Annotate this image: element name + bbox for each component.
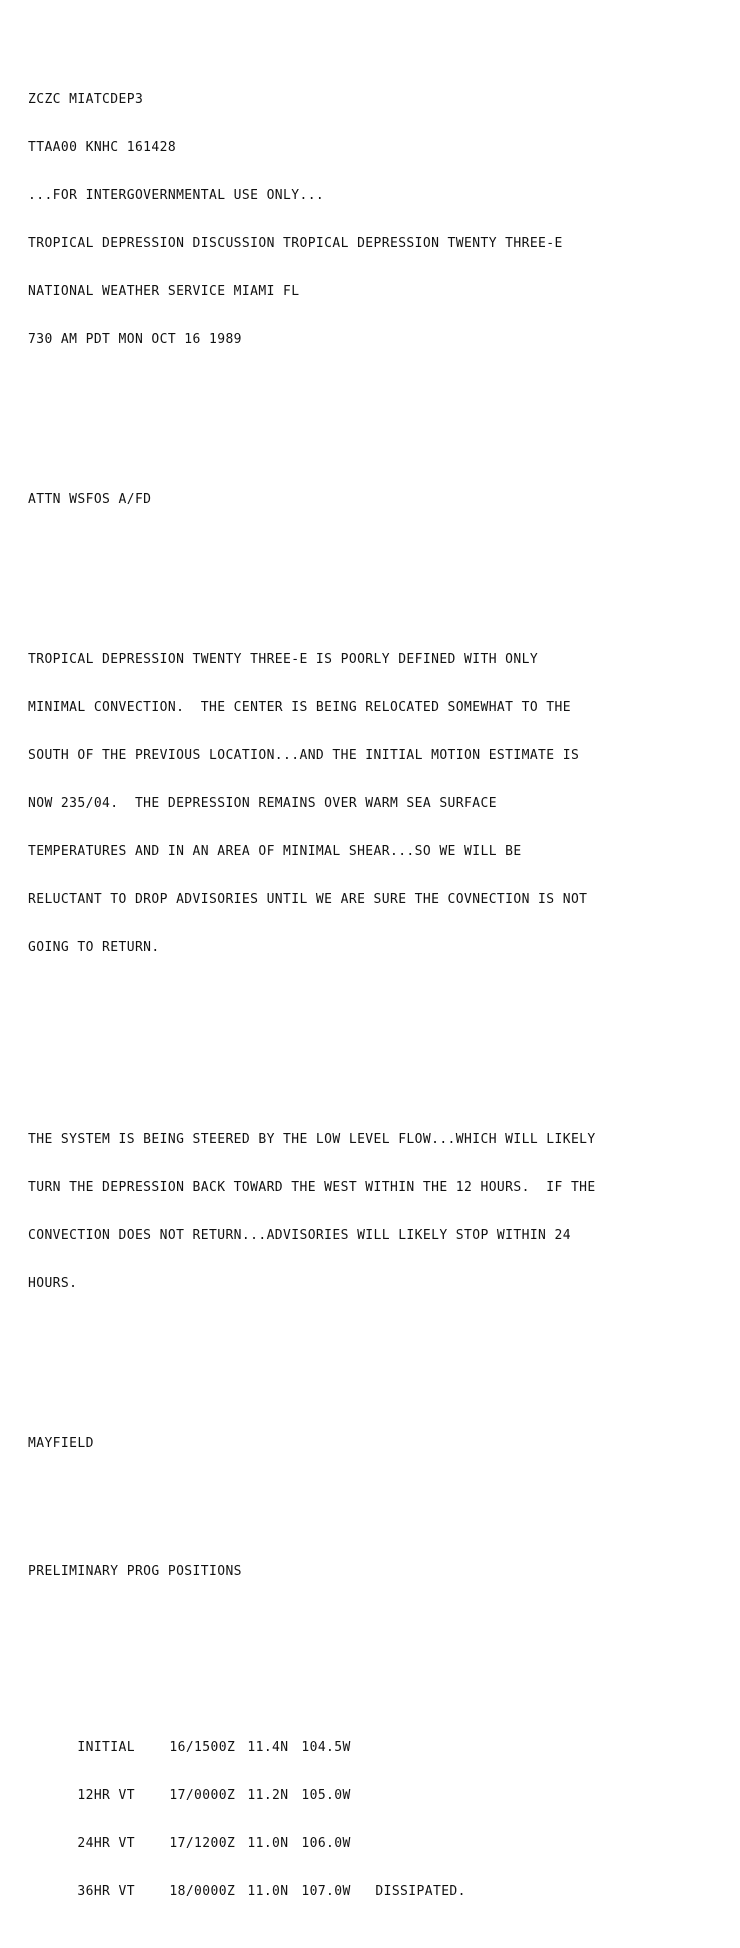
position-lat: 11.2N — [247, 1788, 289, 1803]
header-line: 730 AM PDT MON OCT 16 1989 — [28, 332, 242, 347]
position-label: INITIAL — [77, 1740, 135, 1755]
position-label: 36HR VT — [77, 1884, 135, 1899]
paragraph-1 — [28, 620, 728, 988]
spacer — [28, 1500, 728, 1516]
header-line: ZCZC MIATCDEP3 — [28, 92, 144, 107]
position-lon: 105.0W — [301, 1788, 351, 1803]
attn-line: ATTN WSFOS A/FD — [28, 492, 152, 507]
paragraph-line: TURN THE DEPRESSION BACK TOWARD THE WEST WITHIN THE 12 HOURS. IF THE — [28, 1180, 596, 1195]
header-line: TTAA00 KNHC 161428 — [28, 140, 177, 155]
position-lat: 11.4N — [247, 1740, 289, 1755]
paragraph-line: TEMPERATURES AND IN AN AREA OF MINIMAL SHEAR...SO WE WILL BE — [28, 844, 522, 859]
paragraph-line: NOW 235/04. THE DEPRESSION REMAINS OVER WARM SEA SURFACE — [28, 796, 497, 811]
header-line: TROPICAL DEPRESSION DISCUSSION TROPICAL DEPRESSION TWENTY THREE-E — [28, 236, 563, 251]
position-label: 24HR VT — [77, 1836, 135, 1851]
spacer — [28, 428, 728, 444]
position-lon: 104.5W — [301, 1740, 351, 1755]
spacer — [28, 1372, 728, 1388]
position-lon: 106.0W — [301, 1836, 351, 1851]
paragraph-line: MINIMAL CONVECTION. THE CENTER IS BEING RELOCATED SOMEWHAT TO THE — [28, 700, 571, 715]
position-time: 17/0000Z — [169, 1788, 236, 1803]
paragraph-line: SOUTH OF THE PREVIOUS LOCATION...AND THE INITIAL MOTION ESTIMATE IS — [28, 748, 580, 763]
position-time: 17/1200Z — [169, 1836, 236, 1851]
position-time: 18/0000Z — [169, 1884, 236, 1899]
position-label: 12HR VT — [77, 1788, 135, 1803]
paragraph-line: HOURS. — [28, 1276, 78, 1291]
forecaster-name: MAYFIELD — [28, 1436, 94, 1451]
paragraph-line: RELUCTANT TO DROP ADVISORIES UNTIL WE ARE SURE THE COVNECTION IS NOT — [28, 892, 588, 907]
table-row — [28, 1772, 728, 1803]
position-time: 16/1500Z — [169, 1740, 236, 1755]
spacer — [28, 1036, 728, 1052]
position-lat: 11.0N — [247, 1836, 289, 1851]
position-lat: 11.0N — [247, 1884, 289, 1899]
table-row — [28, 1724, 728, 1755]
position-note: DISSIPATED. — [375, 1884, 466, 1899]
table-row — [28, 1820, 728, 1851]
bulletin-header — [28, 60, 728, 380]
header-line: NATIONAL WEATHER SERVICE MIAMI FL — [28, 284, 300, 299]
paragraph-2 — [28, 1100, 728, 1324]
table-row — [28, 1868, 728, 1899]
paragraph-line: GOING TO RETURN. — [28, 940, 160, 955]
prog-positions-title: PRELIMINARY PROG POSITIONS — [28, 1564, 242, 1579]
header-line: ...FOR INTERGOVERNMENTAL USE ONLY... — [28, 188, 325, 203]
paragraph-line: TROPICAL DEPRESSION TWENTY THREE-E IS POORLY DEFINED WITH ONLY — [28, 652, 539, 667]
spacer — [28, 556, 728, 572]
position-lon: 107.0W — [301, 1884, 351, 1899]
paragraph-line: CONVECTION DOES NOT RETURN...ADVISORIES WILL LIKELY STOP WITHIN 24 — [28, 1228, 571, 1243]
discussion-document — [28, 12, 728, 1948]
prog-positions-table — [28, 1692, 728, 1916]
spacer — [28, 1628, 728, 1644]
paragraph-line: THE SYSTEM IS BEING STEERED BY THE LOW LEVEL FLOW...WHICH WILL LIKELY — [28, 1132, 596, 1147]
